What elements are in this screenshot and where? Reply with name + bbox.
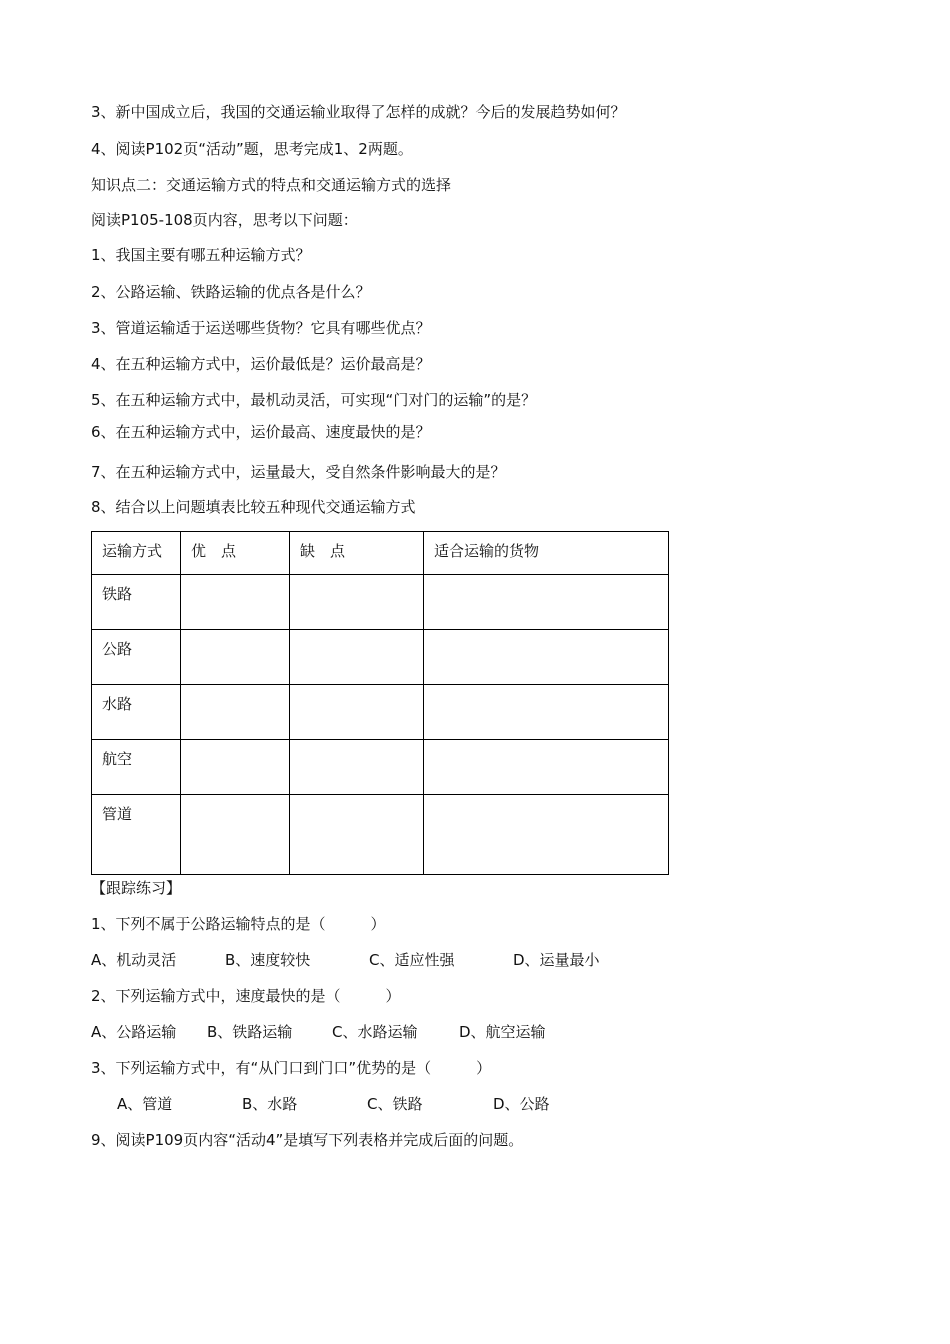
option-c: C、水路运输	[332, 1023, 418, 1041]
row-label-railway: 铁路	[92, 575, 181, 630]
option-b: B、水路	[242, 1095, 298, 1113]
question-8: 8、结合以上问题填表比较五种现代交通运输方式	[91, 498, 416, 516]
question-6: 6、在五种运输方式中，运价最高、速度最快的是？	[91, 423, 431, 441]
option-a: A、机动灵活	[91, 951, 177, 969]
question-4: 4、在五种运输方式中，运价最低是？运价最高是？	[91, 355, 431, 373]
practice-heading: 【跟踪练习】	[91, 879, 182, 897]
header-advantages: 优 点	[181, 532, 290, 575]
blank-cell[interactable]	[424, 740, 669, 795]
blank-cell[interactable]	[290, 575, 424, 630]
header-suitable-goods: 适合运输的货物	[424, 532, 669, 575]
option-b: B、铁路运输	[207, 1023, 293, 1041]
option-a: A、公路运输	[91, 1023, 177, 1041]
blank-cell[interactable]	[290, 740, 424, 795]
blank-cell[interactable]	[181, 575, 290, 630]
practice-question-1: 1、下列不属于公路运输特点的是（ ）	[91, 915, 386, 933]
question-7: 7、在五种运输方式中，运量最大，受自然条件影响最大的是？	[91, 463, 506, 481]
practice-question-3: 3、下列运输方式中，有“从门口到门口”优势的是（ ）	[91, 1059, 492, 1077]
practice-question-2: 2、下列运输方式中，速度最快的是（ ）	[91, 987, 401, 1005]
table-row	[92, 575, 669, 630]
option-a: A、管道	[117, 1095, 173, 1113]
blank-cell[interactable]	[290, 685, 424, 740]
practice-q3-options	[117, 1094, 550, 1114]
blank-cell[interactable]	[181, 795, 290, 875]
table-header-row	[92, 532, 669, 575]
table-row	[92, 795, 669, 875]
knowledge-point-2-heading: 知识点二：交通运输方式的特点和交通运输方式的选择	[91, 176, 452, 194]
option-b: B、速度较快	[225, 951, 311, 969]
row-label-aviation: 航空	[92, 740, 181, 795]
row-label-pipeline: 管道	[92, 795, 181, 875]
blank-cell[interactable]	[424, 630, 669, 685]
table-row	[92, 630, 669, 685]
blank-cell[interactable]	[181, 740, 290, 795]
transport-comparison-table	[91, 531, 669, 875]
table-row	[92, 685, 669, 740]
practice-q2-options	[91, 1022, 546, 1042]
header-transport-mode: 运输方式	[92, 532, 181, 575]
question-1: 1、我国主要有哪五种运输方式？	[91, 246, 311, 264]
blank-cell[interactable]	[424, 795, 669, 875]
option-d: D、公路	[493, 1095, 550, 1113]
reading-instruction: 阅读P105-108页内容，思考以下问题：	[91, 211, 358, 229]
blank-cell[interactable]	[181, 630, 290, 685]
question-4-activity: 4、阅读P102页“活动”题，思考完成1、2两题。	[91, 140, 413, 158]
option-c: C、适应性强	[369, 951, 455, 969]
blank-cell[interactable]	[424, 575, 669, 630]
option-d: D、运量最小	[513, 951, 600, 969]
option-c: C、铁路	[367, 1095, 423, 1113]
practice-q1-options	[91, 950, 600, 970]
question-3-achievements: 3、新中国成立后，我国的交通运输业取得了怎样的成就？今后的发展趋势如何？	[91, 103, 626, 121]
question-3: 3、管道运输适于运送哪些货物？它具有哪些优点？	[91, 319, 431, 337]
header-disadvantages: 缺 点	[290, 532, 424, 575]
blank-cell[interactable]	[290, 630, 424, 685]
row-label-waterway: 水路	[92, 685, 181, 740]
question-9: 9、阅读P109页内容“活动4”是填写下列表格并完成后面的问题。	[91, 1131, 524, 1149]
table-row	[92, 740, 669, 795]
question-5: 5、在五种运输方式中，最机动灵活，可实现“门对门的运输”的是？	[91, 391, 537, 409]
question-2: 2、公路运输、铁路运输的优点各是什么？	[91, 283, 371, 301]
blank-cell[interactable]	[424, 685, 669, 740]
blank-cell[interactable]	[290, 795, 424, 875]
option-d: D、航空运输	[459, 1023, 546, 1041]
row-label-highway: 公路	[92, 630, 181, 685]
blank-cell[interactable]	[181, 685, 290, 740]
